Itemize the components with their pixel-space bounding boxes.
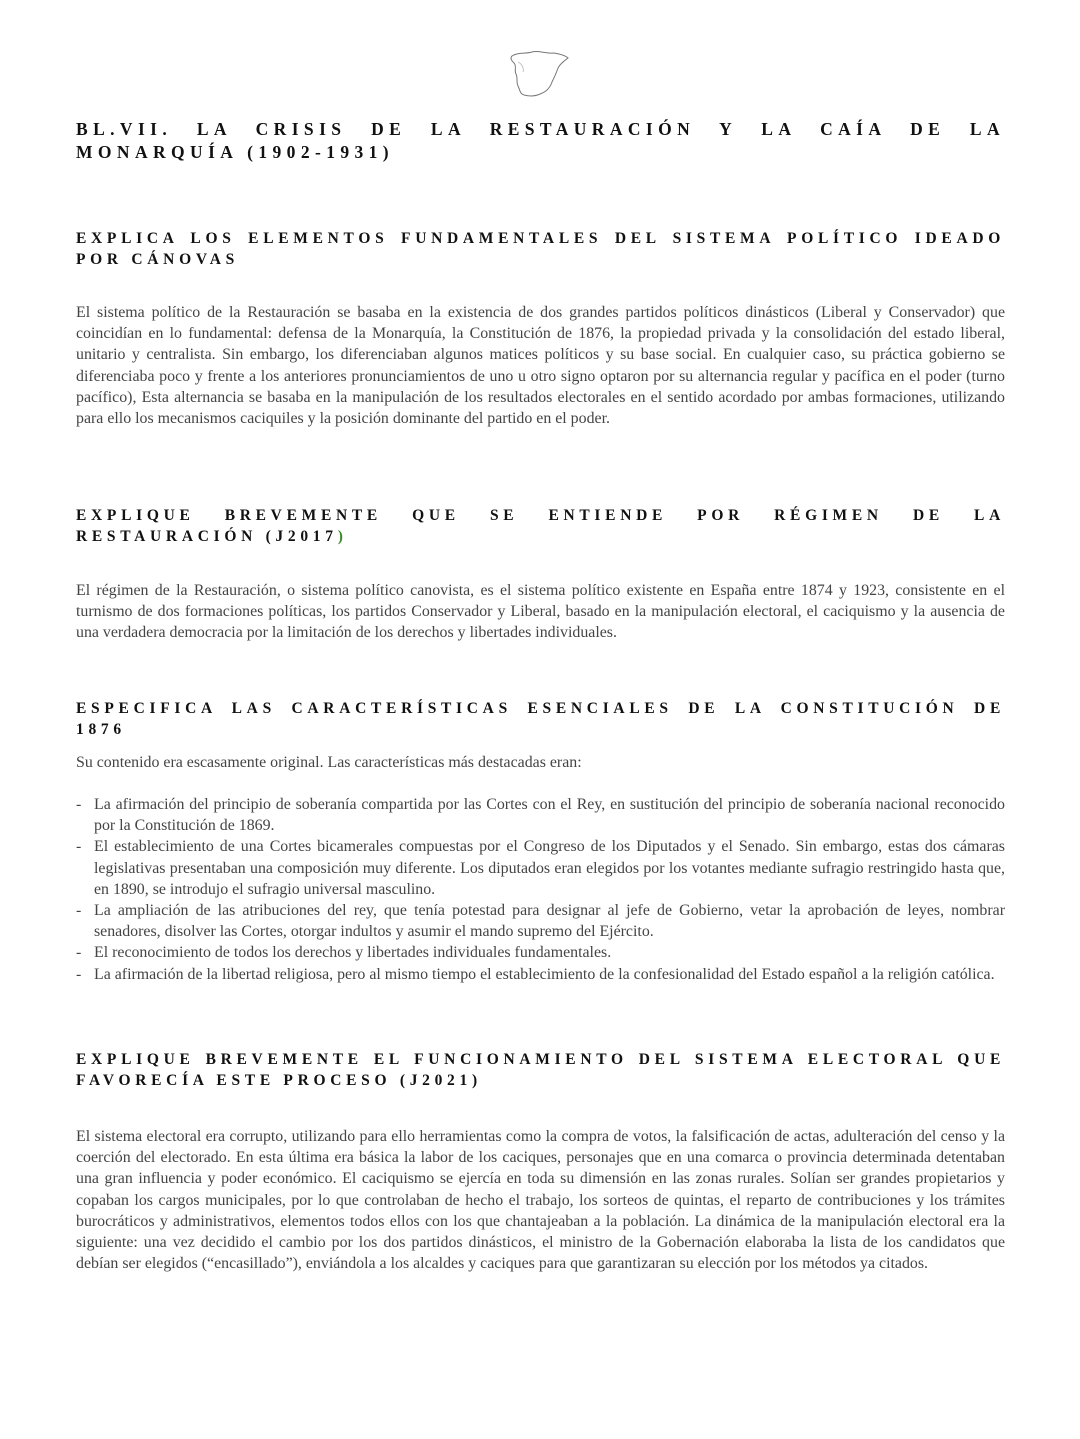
list-item bbox=[76, 900, 1005, 942]
list-item bbox=[76, 794, 1005, 836]
section-body-regimen: El régimen de la Restauración, o sistema político canovista, es el sistema político existente en España entre 1874 y 1923, consistente en el turnismo de dos formaciones políticas, los partidos Conservador y Liberal, basado en la manipulación electoral, el caciquismo y la ausencia de una verdadera democracia por la limitación de los derechos y libertades individuales. bbox=[76, 582, 1005, 642]
section-heading-regimen-paren: ) bbox=[337, 528, 348, 545]
bullet-dash: - bbox=[76, 944, 82, 962]
constitution-characteristics-list bbox=[76, 794, 1005, 985]
list-item bbox=[76, 942, 1005, 963]
spain-map-icon bbox=[506, 48, 570, 100]
section-heading-regimen bbox=[76, 505, 1005, 547]
list-item-text: La afirmación de la libertad religiosa, pero al mismo tiempo el establecimiento de la confesionalidad del Estado español a la religión católica. bbox=[94, 965, 995, 983]
bullet-dash: - bbox=[76, 838, 82, 856]
section-body-canovas: El sistema político de la Restauración se basaba en la existencia de dos grandes partidos políticos dinásticos (Liberal y Conservador) que coincidían en lo fundamental: defensa de la Monarquía, la Constitución de 1876, la propiedad privada y la consolidación del estado liberal, unitario y centralista. Sin embargo, los diferenciaban algunos matices políticos y su base social. En cualquier caso, su práctica gobierno se diferenciaba poco y frente a los anteriores pronunciamientos de uno u otro signo optaron por su alternancia regular y pacífica en el poder (turno pacífico), Esta alternancia se basaba en la manipulación de los resultados electorales en el sentido acordado por ambas formaciones, utilizando para ello los mecanismos caciquiles y la posición dominante del partido en el poder. bbox=[76, 304, 1005, 428]
section-heading-sistema-electoral: EXPLIQUE BREVEMENTE EL FUNCIONAMIENTO DEL SISTEMA ELECTORAL QUE FAVORECÍA ESTE PROCESO (J2021) bbox=[76, 1051, 1005, 1089]
section-body-sistema-electoral: El sistema electoral era corrupto, utilizando para ello herramientas como la compra de votos, la falsificación de actas, adulteración del censo y la coerción del electorado. En esta última era básica la labor de los caciques, personajes que en una comarca o provincia determinada detentaban una gran influencia y poder económico. El caciquismo se ejercía en toda su dimensión en las zonas rurales. Solían ser grandes propietarios y copaban los cargos municipales, por lo que controlaban de hecho el trabajo, los sorteos de quintas, el reparto de contribuciones y los trámites burocráticos y administrativos, elementos todos ellos con los que chantajeaban a la población. La dinámica de la manipulación electoral era la siguiente: una vez decidido el cambio por los dos partidos dinásticos, el ministro de la Gobernación elaboraba la lista de los candidatos que debían ser elegidos (“encasillado”), enviándola a los alcaldes y caciques para que garantizaran su elección por los métodos ya citados. bbox=[76, 1128, 1005, 1273]
list-item-text: La afirmación del principio de soberanía compartida por las Cortes con el Rey, en sustitución del principio de soberanía nacional reconocido por la Constitución de 1869. bbox=[94, 796, 1005, 835]
section-intro-constitucion: Su contenido era escasamente original. Las características más destacadas eran: bbox=[76, 754, 582, 771]
bullet-dash: - bbox=[76, 902, 82, 920]
section-heading-canovas: EXPLICA LOS ELEMENTOS FUNDAMENTALES DEL SISTEMA POLÍTICO IDEADO POR CÁNOVAS bbox=[76, 230, 1005, 268]
list-item-text: El establecimiento de una Cortes bicamerales compuestas por el Congreso de los Diputados y el Senado. Sin embargo, estas dos cámaras legislativas presentaban una composición muy diferente. Los diputados eran elegidos por los votantes mediante sufragio restringido hasta que, en 1890, se introdujo el sufragio universal masculino. bbox=[94, 838, 1005, 898]
bullet-dash: - bbox=[76, 796, 82, 813]
list-item bbox=[76, 964, 1005, 985]
bullet-dash: - bbox=[76, 965, 82, 983]
list-item bbox=[76, 836, 1005, 900]
list-item-text: El reconocimiento de todos los derechos y libertades individuales fundamentales. bbox=[94, 944, 612, 962]
page-title: BL.VII. LA CRISIS DE LA RESTAURACIÓN Y LA CAÍA DE LA MONARQUÍA (1902-1931) bbox=[76, 119, 1005, 162]
section-heading-regimen-text: EXPLIQUE BREVEMENTE QUE SE ENTIENDE POR RÉGIMEN DE LA RESTAURACIÓN (J2017 bbox=[76, 507, 1005, 545]
section-heading-constitucion: ESPECIFICA LAS CARACTERÍSTICAS ESENCIALES DE LA CONSTITUCIÓN DE 1876 bbox=[76, 700, 1005, 738]
list-item-text: La ampliación de las atribuciones del rey, que tenía potestad para designar al jefe de Gobierno, vetar la aprobación de leyes, nombrar senadores, disolver las Cortes, otorgar indultos y asumir el mando supremo del Ejército. bbox=[94, 902, 1005, 941]
